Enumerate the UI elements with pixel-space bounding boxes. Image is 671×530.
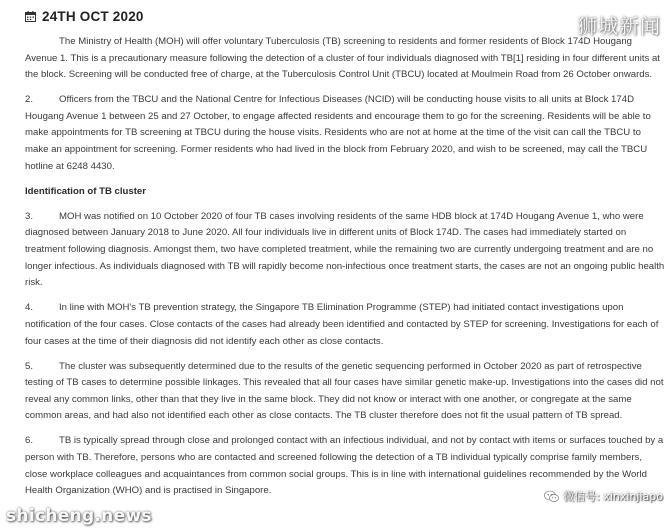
date-header <box>25 9 144 24</box>
calendar-icon <box>25 11 36 22</box>
watermark-wechat <box>544 488 663 504</box>
wechat-icon <box>544 490 559 503</box>
watermark-site-name: 狮城新闻 <box>577 14 661 38</box>
paragraph-2 <box>25 92 665 175</box>
paragraph-text: In line with MOH's TB prevention strategy, the Singapore TB Elimination Programme (STEP) had initiated contact investigations upon notification of the four cases. Close contacts of the cases had already been identified and contacted by STEP for screening. Investigations for each of four cases at the time of their diagnosis did not identify each other as close contacts. <box>25 302 659 347</box>
paragraph-number: 3. <box>25 210 34 222</box>
paragraph-text: MOH was notified on 10 October 2020 of four TB cases involving residents of the same HDB block at 174D Hougang Avenue 1, who were diagnosed between January 2018 to June 2020. All four individuals live in different units of Block 174D. The cases had immediately started on treatment following diagnosis. Amongst them, two have completed treatment, while the remaining two are currently undergoing treatment and are no longer infectious. As individuals diagnosed with TB will rapidly become non-infectious once treatment starts, the cases are not an ongoing public health risk. <box>25 210 665 289</box>
paragraph-1: The Ministry of Health (MOH) will offer voluntary Tuberculosis (TB) screening to residents and former residents of Block 174D Hougang Avenue 1. This is a precautionary measure following the detection of a cluster of four individuals diagnosed with TB[1] residing in four different units at the block. Screening will be conducted free of charge, at the Tuberculosis Control Unit (TBCU) located at Moulmein Road from 26 October onwards. <box>25 36 660 81</box>
article-date: 24TH OCT 2020 <box>42 9 144 24</box>
paragraph-number: 2. <box>25 94 34 106</box>
paragraph-text: The cluster was subsequently determined due to the results of the genetic sequencing performed in October 2020 as part of retrospective testing of TB cases to determine possible linkages. This revealed that all four cases have similar genetic make-up. Investigations into the cases did not reveal any common links, other than that they live in the same block. They did not know or interact with one another, or congregate at the same common areas, and had also not identified each other as close contacts. The TB cluster therefore does not fit the usual pattern of TB spread. <box>25 360 664 422</box>
paragraph-number: 5. <box>25 360 34 372</box>
paragraph-3 <box>25 209 665 292</box>
watermark-site-url: shicheng.news <box>6 506 152 526</box>
paragraph-text: Officers from the TBCU and the National Centre for Infectious Diseases (NCID) will be conducting house visits to all units at Block 174D Hougang Avenue 1 between 25 and 27 October, to engage affected residents and encourage them to go for the screening. Residents will be able to make appointments for TB screening at TBCU during the house visits. Residents who are not at home at the time of the visit can call the TBCU to make an appointment for screening. Former residents who had lived in the block from February 2020, and wish to be screened, may call the TBCU hotline at 6248 4430. <box>25 94 651 172</box>
paragraph-number: 4. <box>25 302 34 314</box>
paragraph-number: 6. <box>25 435 34 447</box>
paragraph-text: TB is typically spread through close and prolonged contact with an infectious individual, and not by contact with items or surfaces touched by a person with TB. Therefore, persons who are contacted and screened following the detection of a TB individual typically comprise family members, close workplace colleagues and acquaintances from common social groups. This is in line with international guidelines recommended by the World Health Organization (WHO) and is practised in Singapore. <box>25 435 664 497</box>
section-heading: Identification of TB cluster <box>25 185 146 197</box>
wechat-id: 微信号: xinxinjiapo <box>563 490 663 503</box>
paragraph-4 <box>25 300 665 350</box>
paragraph-5 <box>25 359 665 425</box>
article-body <box>25 34 665 508</box>
